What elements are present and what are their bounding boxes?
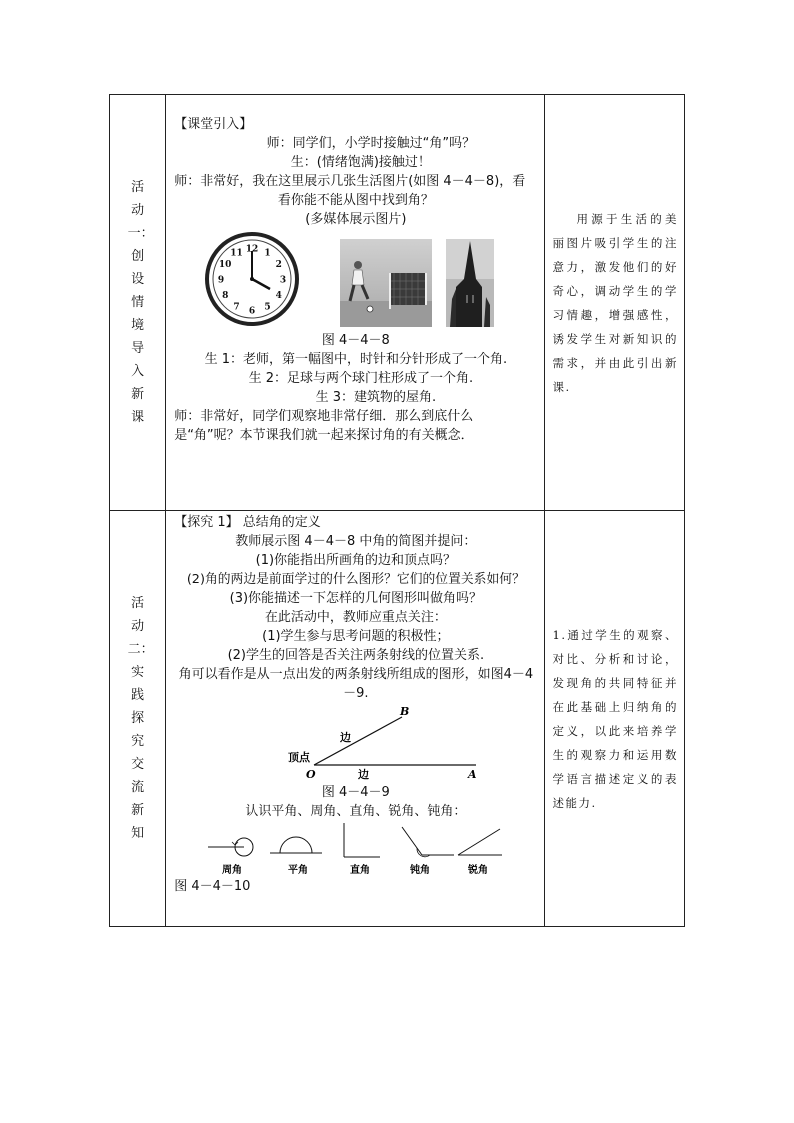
- teacher-prompt: 师：非常好，我在这里展示几张生活图片(如图 4－4－8)，看: [174, 174, 526, 189]
- building-photo: [446, 239, 494, 327]
- section-title: 【探究 1】 总结角的定义: [174, 515, 321, 530]
- right-angle-sketch: [344, 823, 380, 857]
- figure-4-4-10: [174, 821, 534, 877]
- clock-number: 6: [249, 306, 256, 317]
- teacher-prompt-cont: 看你能不能从图中找到角？: [277, 193, 434, 208]
- activity-content-cell: [166, 511, 544, 927]
- side-label-lower: 边: [358, 768, 370, 781]
- activity-label-cell: [110, 95, 166, 511]
- angle-type-label: 周角: [222, 865, 243, 876]
- teacher-question: 教师展示图 4－4－8 中角的简图并提问：: [235, 534, 477, 549]
- point-o-label: O: [306, 768, 316, 781]
- teacher-closing: 师：非常好，同学们观察地非常仔细．那么到底什么是“角”呢？本节课我们就一起来探讨角的有关概念．: [174, 409, 474, 443]
- clock-number: 2: [275, 260, 283, 270]
- clock-number: 7: [233, 302, 240, 313]
- recognize-angles: 认识平角、周角、直角、锐角、钝角：: [245, 804, 467, 819]
- straight-angle-sketch: [270, 837, 322, 853]
- student-reply: 生：(情绪饱满)接触过！: [290, 155, 431, 170]
- acute-angle-sketch: [458, 829, 502, 855]
- clock-number: 3: [280, 275, 287, 286]
- clock-number: 5: [264, 302, 271, 313]
- point-b-label: B: [400, 705, 410, 718]
- question-3: (3)你能描述一下怎样的几何图形叫做角吗？: [229, 591, 483, 606]
- figure-caption: 图 4－4－9: [321, 785, 390, 800]
- question-2: (2)角的两边是前面学过的什么图形？它们的位置关系如何？: [186, 572, 525, 587]
- design-note: 用源于生活的美丽图片吸引学生的注意力，激发他们的好奇心，调动学生的学习情趣，增强感性，诱发学生对新知识的需求，并由此引出新课.: [552, 211, 678, 394]
- figure-4-4-8: [174, 231, 537, 327]
- figure-4-4-9: [174, 703, 534, 783]
- student-answer-2: 生 2：足球与两个球门柱形成了一个角.: [248, 371, 474, 386]
- obtuse-angle-sketch: [402, 827, 454, 857]
- clock-number: 10: [219, 260, 232, 270]
- section-title: 【课堂引入】: [174, 117, 253, 132]
- clock-image: [204, 231, 300, 327]
- focus-intro: 在此活动中，教师应重点关注：: [264, 610, 447, 625]
- angle-type-label: 钝角: [410, 865, 431, 876]
- angle-type-label: 锐角: [468, 865, 489, 876]
- activity-label-cell: [110, 511, 166, 927]
- student-answer-1: 生 1：老师，第一幅图中，时针和分针形成了一个角.: [204, 352, 508, 367]
- angle-type-label: 直角: [350, 865, 371, 876]
- figure-caption: 图 4－4－8: [321, 333, 390, 348]
- student-answer-3: 生 3：建筑物的屋角.: [315, 390, 437, 405]
- clock-number: 8: [222, 291, 229, 301]
- design-note: 1.通过学生的观察、对比、分析和讨论，发现角的共同特征并在此基础上归纳角的定义，以此来培养学生的观察力和运用数学语言描述定义的表述能力.: [552, 627, 678, 810]
- clock-number: 12: [245, 244, 259, 255]
- clock-number: 11: [230, 248, 243, 259]
- activity-1-label: 活动一：创设情境导入新课: [127, 180, 154, 425]
- media-note: (多媒体展示图片): [305, 212, 407, 227]
- soccer-photo: [340, 239, 432, 327]
- activity-2-label: 活动二：实践探究交流新知: [127, 596, 154, 841]
- figure-caption: 图 4－4－10: [174, 879, 251, 894]
- design-note-cell: [544, 95, 685, 511]
- activity-row-2: [110, 511, 685, 927]
- design-note-cell: [544, 511, 685, 927]
- clock-number: 9: [218, 275, 225, 286]
- question-1: (1)你能指出所画角的边和顶点吗？: [255, 553, 457, 568]
- point-a-label: A: [468, 768, 477, 781]
- vertex-label: 顶点: [288, 751, 311, 764]
- activity-row-1: [110, 95, 685, 511]
- lesson-plan-table: [109, 94, 685, 927]
- focus-1: (1)学生参与思考问题的积极性；: [262, 629, 450, 644]
- teacher-question: 师：同学们，小学时接触过“角”吗？: [266, 136, 476, 151]
- full-angle-sketch: [208, 838, 253, 856]
- side-label-upper: 边: [340, 731, 352, 744]
- angle-definition: 角可以看作是从一点出发的两条射线所组成的图形，如图4－4－9.: [178, 667, 534, 701]
- focus-2: (2)学生的回答是否关注两条射线的位置关系.: [227, 648, 485, 663]
- clock-number: 4: [275, 291, 283, 301]
- clock-number: 1: [264, 248, 271, 259]
- activity-content-cell: [166, 95, 544, 511]
- angle-type-label: 平角: [288, 865, 309, 876]
